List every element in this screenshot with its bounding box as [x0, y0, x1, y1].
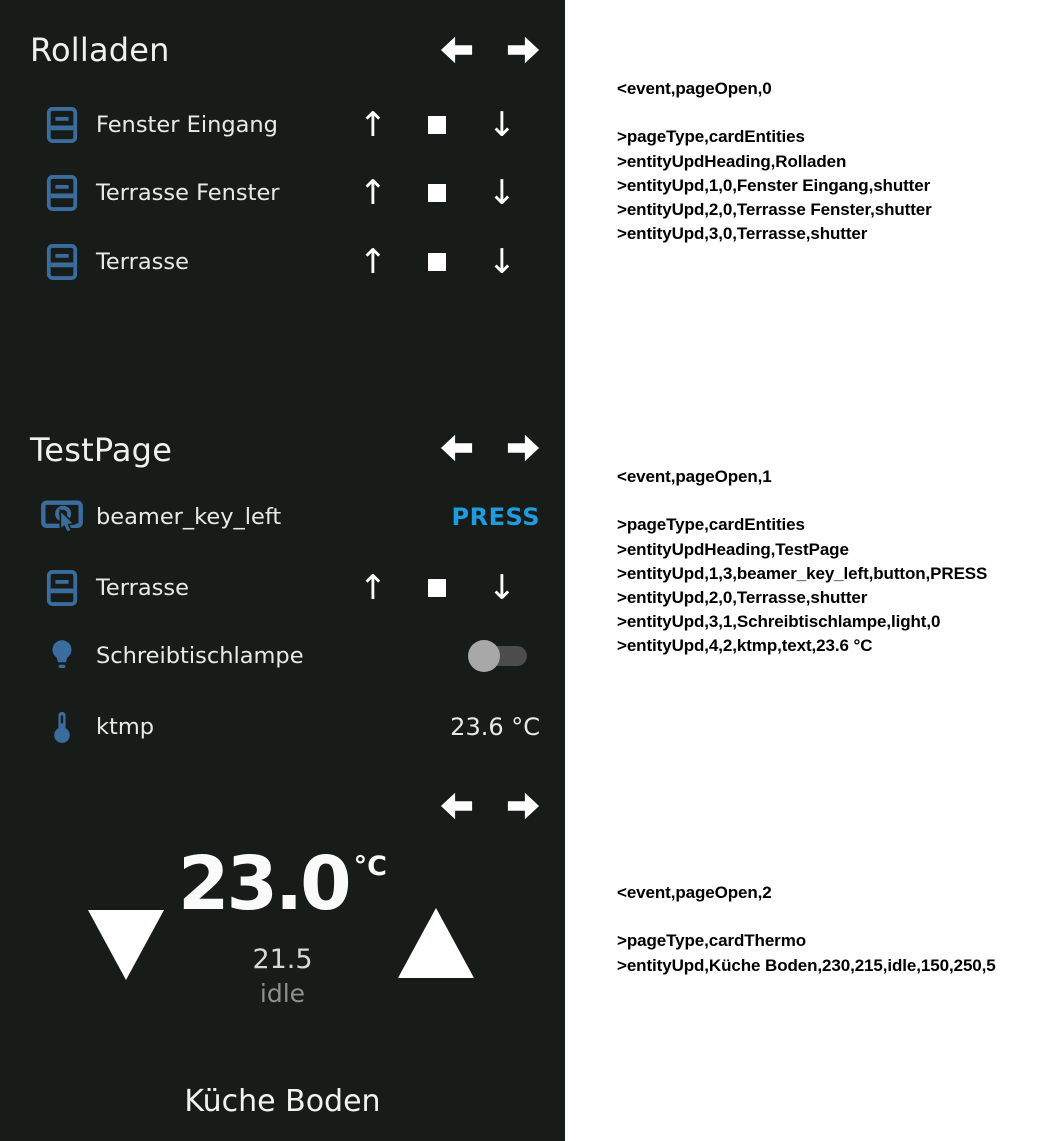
shutter-down-button[interactable]: ↓ — [474, 242, 530, 282]
card-title-rolladen: Rolladen — [30, 31, 170, 69]
card-title-testpage: TestPage — [30, 431, 173, 469]
log-line — [617, 491, 987, 515]
entity-name: Schreibtischlampe — [96, 643, 304, 669]
tap-button-icon — [38, 495, 86, 539]
shutter-down-button[interactable]: ↓ — [474, 105, 530, 145]
arrow-right-icon — [504, 789, 542, 823]
entity-row-schreibtischlampe — [0, 622, 565, 690]
current-temperature — [0, 841, 565, 942]
lightbulb-icon — [38, 637, 86, 675]
entity-row-beamer-key-left — [0, 483, 565, 551]
shutter-stop-button[interactable] — [424, 575, 450, 601]
arrow-left-icon — [438, 789, 476, 823]
entity-row-terrasse — [0, 228, 565, 296]
arrow-left-icon — [438, 33, 476, 67]
shutter-icon — [38, 243, 86, 281]
nav-left-button[interactable] — [438, 789, 476, 823]
log-line: >pageType,cardThermo — [617, 931, 806, 951]
entity-row-terrasse-2 — [0, 554, 565, 622]
log-line — [617, 103, 932, 127]
entity-row-ktmp — [0, 693, 565, 761]
log-line — [617, 907, 996, 931]
log-line: >entityUpd,1,3,beamer_key_left,button,PRESS — [617, 563, 988, 583]
light-toggle-off[interactable] — [470, 646, 527, 666]
entity-row-terrasse-fenster — [0, 159, 565, 227]
thermostat-name: Küche Boden — [184, 1084, 381, 1119]
shutter-icon — [38, 174, 86, 212]
press-button[interactable]: PRESS — [451, 503, 540, 531]
log-line: >entityUpdHeading,Rolladen — [617, 151, 847, 171]
stop-square-icon — [428, 253, 446, 271]
nav-right-button[interactable] — [504, 33, 542, 67]
shutter-up-button[interactable]: ↑ — [345, 105, 401, 145]
log-line: >entityUpd,3,0,Terrasse,shutter — [617, 224, 868, 244]
nav-left-button[interactable] — [438, 431, 476, 465]
shutter-icon — [38, 106, 86, 144]
stop-square-icon — [428, 116, 446, 134]
stop-square-icon — [428, 184, 446, 202]
nav-right-button[interactable] — [504, 789, 542, 823]
hvac-state: idle — [259, 979, 306, 1008]
log-line: >entityUpd,2,0,Terrasse Fenster,shutter — [617, 199, 932, 219]
shutter-down-button[interactable]: ↓ — [474, 568, 530, 608]
log-line: >entityUpd,1,0,Fenster Eingang,shutter — [617, 175, 931, 195]
log-block-page1 — [617, 467, 987, 661]
shutter-stop-button[interactable] — [424, 180, 450, 206]
shutter-down-button[interactable]: ↓ — [474, 173, 530, 213]
entity-name: ktmp — [96, 714, 155, 740]
toggle-knob — [468, 640, 500, 672]
nav-right-button[interactable] — [504, 431, 542, 465]
log-line: >entityUpd,4,2,ktmp,text,23.6 °C — [617, 636, 873, 656]
log-line: >entityUpd,Küche Boden,230,215,idle,150,250,5 — [617, 955, 996, 975]
target-temperature: 21.5 — [252, 944, 313, 975]
log-block-page0 — [617, 79, 932, 248]
nav-left-button[interactable] — [438, 33, 476, 67]
entity-name: beamer_key_left — [96, 504, 282, 530]
shutter-up-button[interactable]: ↑ — [345, 242, 401, 282]
stop-square-icon — [428, 579, 446, 597]
temperature-value: 23.6 °C — [450, 713, 540, 741]
log-block-page2 — [617, 883, 996, 980]
entity-name: Terrasse — [96, 575, 189, 601]
shutter-icon — [38, 569, 86, 607]
entity-name: Fenster Eingang — [96, 112, 278, 138]
current-temperature-value: 23.0 — [178, 841, 349, 927]
log-line: >pageType,cardEntities — [617, 127, 805, 147]
thermometer-icon — [38, 709, 86, 745]
log-line: <event,pageOpen,0 — [617, 79, 772, 98]
log-line: >entityUpd,2,0,Terrasse,shutter — [617, 587, 868, 607]
log-line: <event,pageOpen,2 — [617, 883, 772, 902]
log-line: >entityUpd,3,1,Schreibtischlampe,light,0 — [617, 612, 941, 632]
temperature-unit: °C — [353, 851, 387, 882]
log-line: >entityUpdHeading,TestPage — [617, 539, 849, 559]
arrow-left-icon — [438, 431, 476, 465]
arrow-right-icon — [504, 431, 542, 465]
shutter-up-button[interactable]: ↑ — [345, 173, 401, 213]
log-line: >pageType,cardEntities — [617, 515, 805, 535]
entity-name: Terrasse — [96, 249, 189, 275]
entity-name: Terrasse Fenster — [96, 180, 280, 206]
arrow-right-icon — [504, 33, 542, 67]
shutter-stop-button[interactable] — [424, 112, 450, 138]
entity-row-fenster-eingang — [0, 91, 565, 159]
log-line: <event,pageOpen,1 — [617, 467, 772, 486]
shutter-up-button[interactable]: ↑ — [345, 568, 401, 608]
shutter-stop-button[interactable] — [424, 249, 450, 275]
